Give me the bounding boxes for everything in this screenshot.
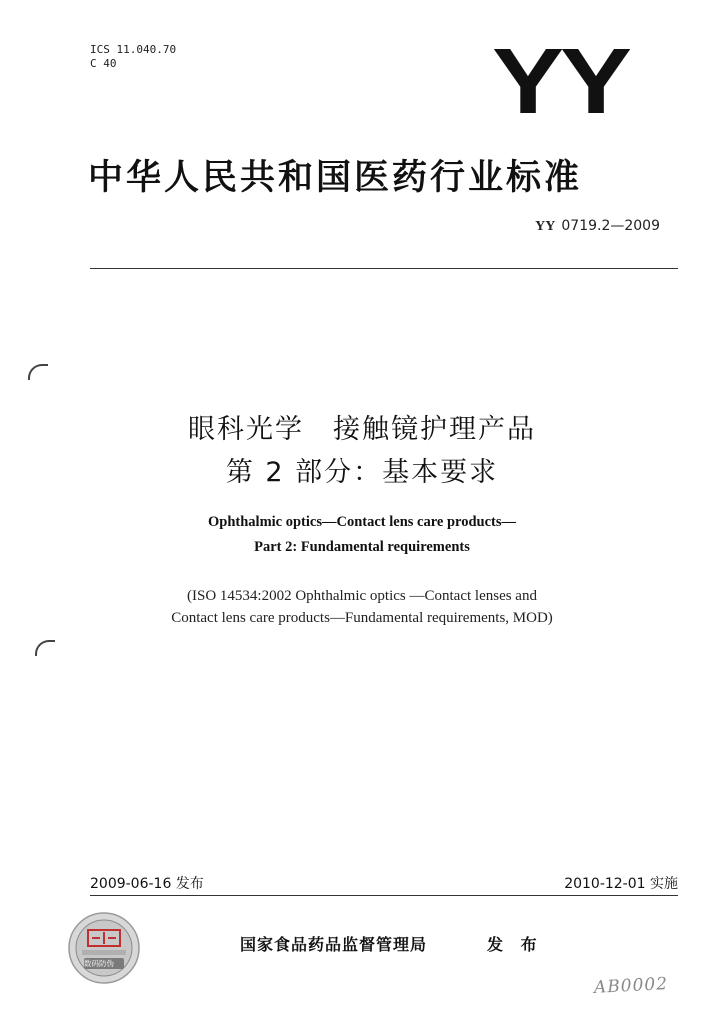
binding-mark-top: [28, 364, 48, 380]
standard-number-prefix: YY: [535, 219, 556, 234]
cn-title-line1: 眼科光学 接触镜护理产品: [188, 414, 536, 445]
iso-reference-line2: Contact lens care products—Fundamental requirements, MOD): [171, 610, 553, 626]
en-title-line1: Ophthalmic optics—Contact lens care products—: [208, 514, 516, 530]
seal-text: 数码防伪: [84, 959, 114, 968]
iso-reference-line1: (ISO 14534:2002 Ophthalmic optics —Contact lenses and: [187, 588, 537, 604]
header-divider: [90, 268, 678, 269]
handwritten-archive-number: AB0002: [593, 974, 669, 998]
anti-counterfeit-seal-icon: [66, 910, 142, 986]
publisher-name: 国家食品药品监督管理局: [240, 935, 428, 954]
issue-date: 2009-06-16 发布: [90, 876, 204, 892]
ics-code: ICS 11.040.70: [90, 43, 177, 56]
standard-number-value: 0719.2—2009: [561, 218, 660, 234]
standard-number: [535, 218, 660, 235]
cn-title-line2: 第 2 部分：基本要求: [225, 457, 499, 488]
yy-logo: YY: [492, 28, 629, 133]
en-title-line2: Part 2: Fundamental requirements: [254, 539, 470, 555]
ics-classification: [90, 43, 176, 71]
publish-label: 发 布: [487, 935, 543, 954]
ccs-code: C 40: [90, 57, 117, 70]
standard-category-title: 中华人民共和国医药行业标准: [88, 158, 583, 198]
binding-mark-bottom: [35, 640, 55, 656]
footer-divider: [90, 895, 678, 896]
implementation-date: 2010-12-01 实施: [564, 876, 678, 892]
